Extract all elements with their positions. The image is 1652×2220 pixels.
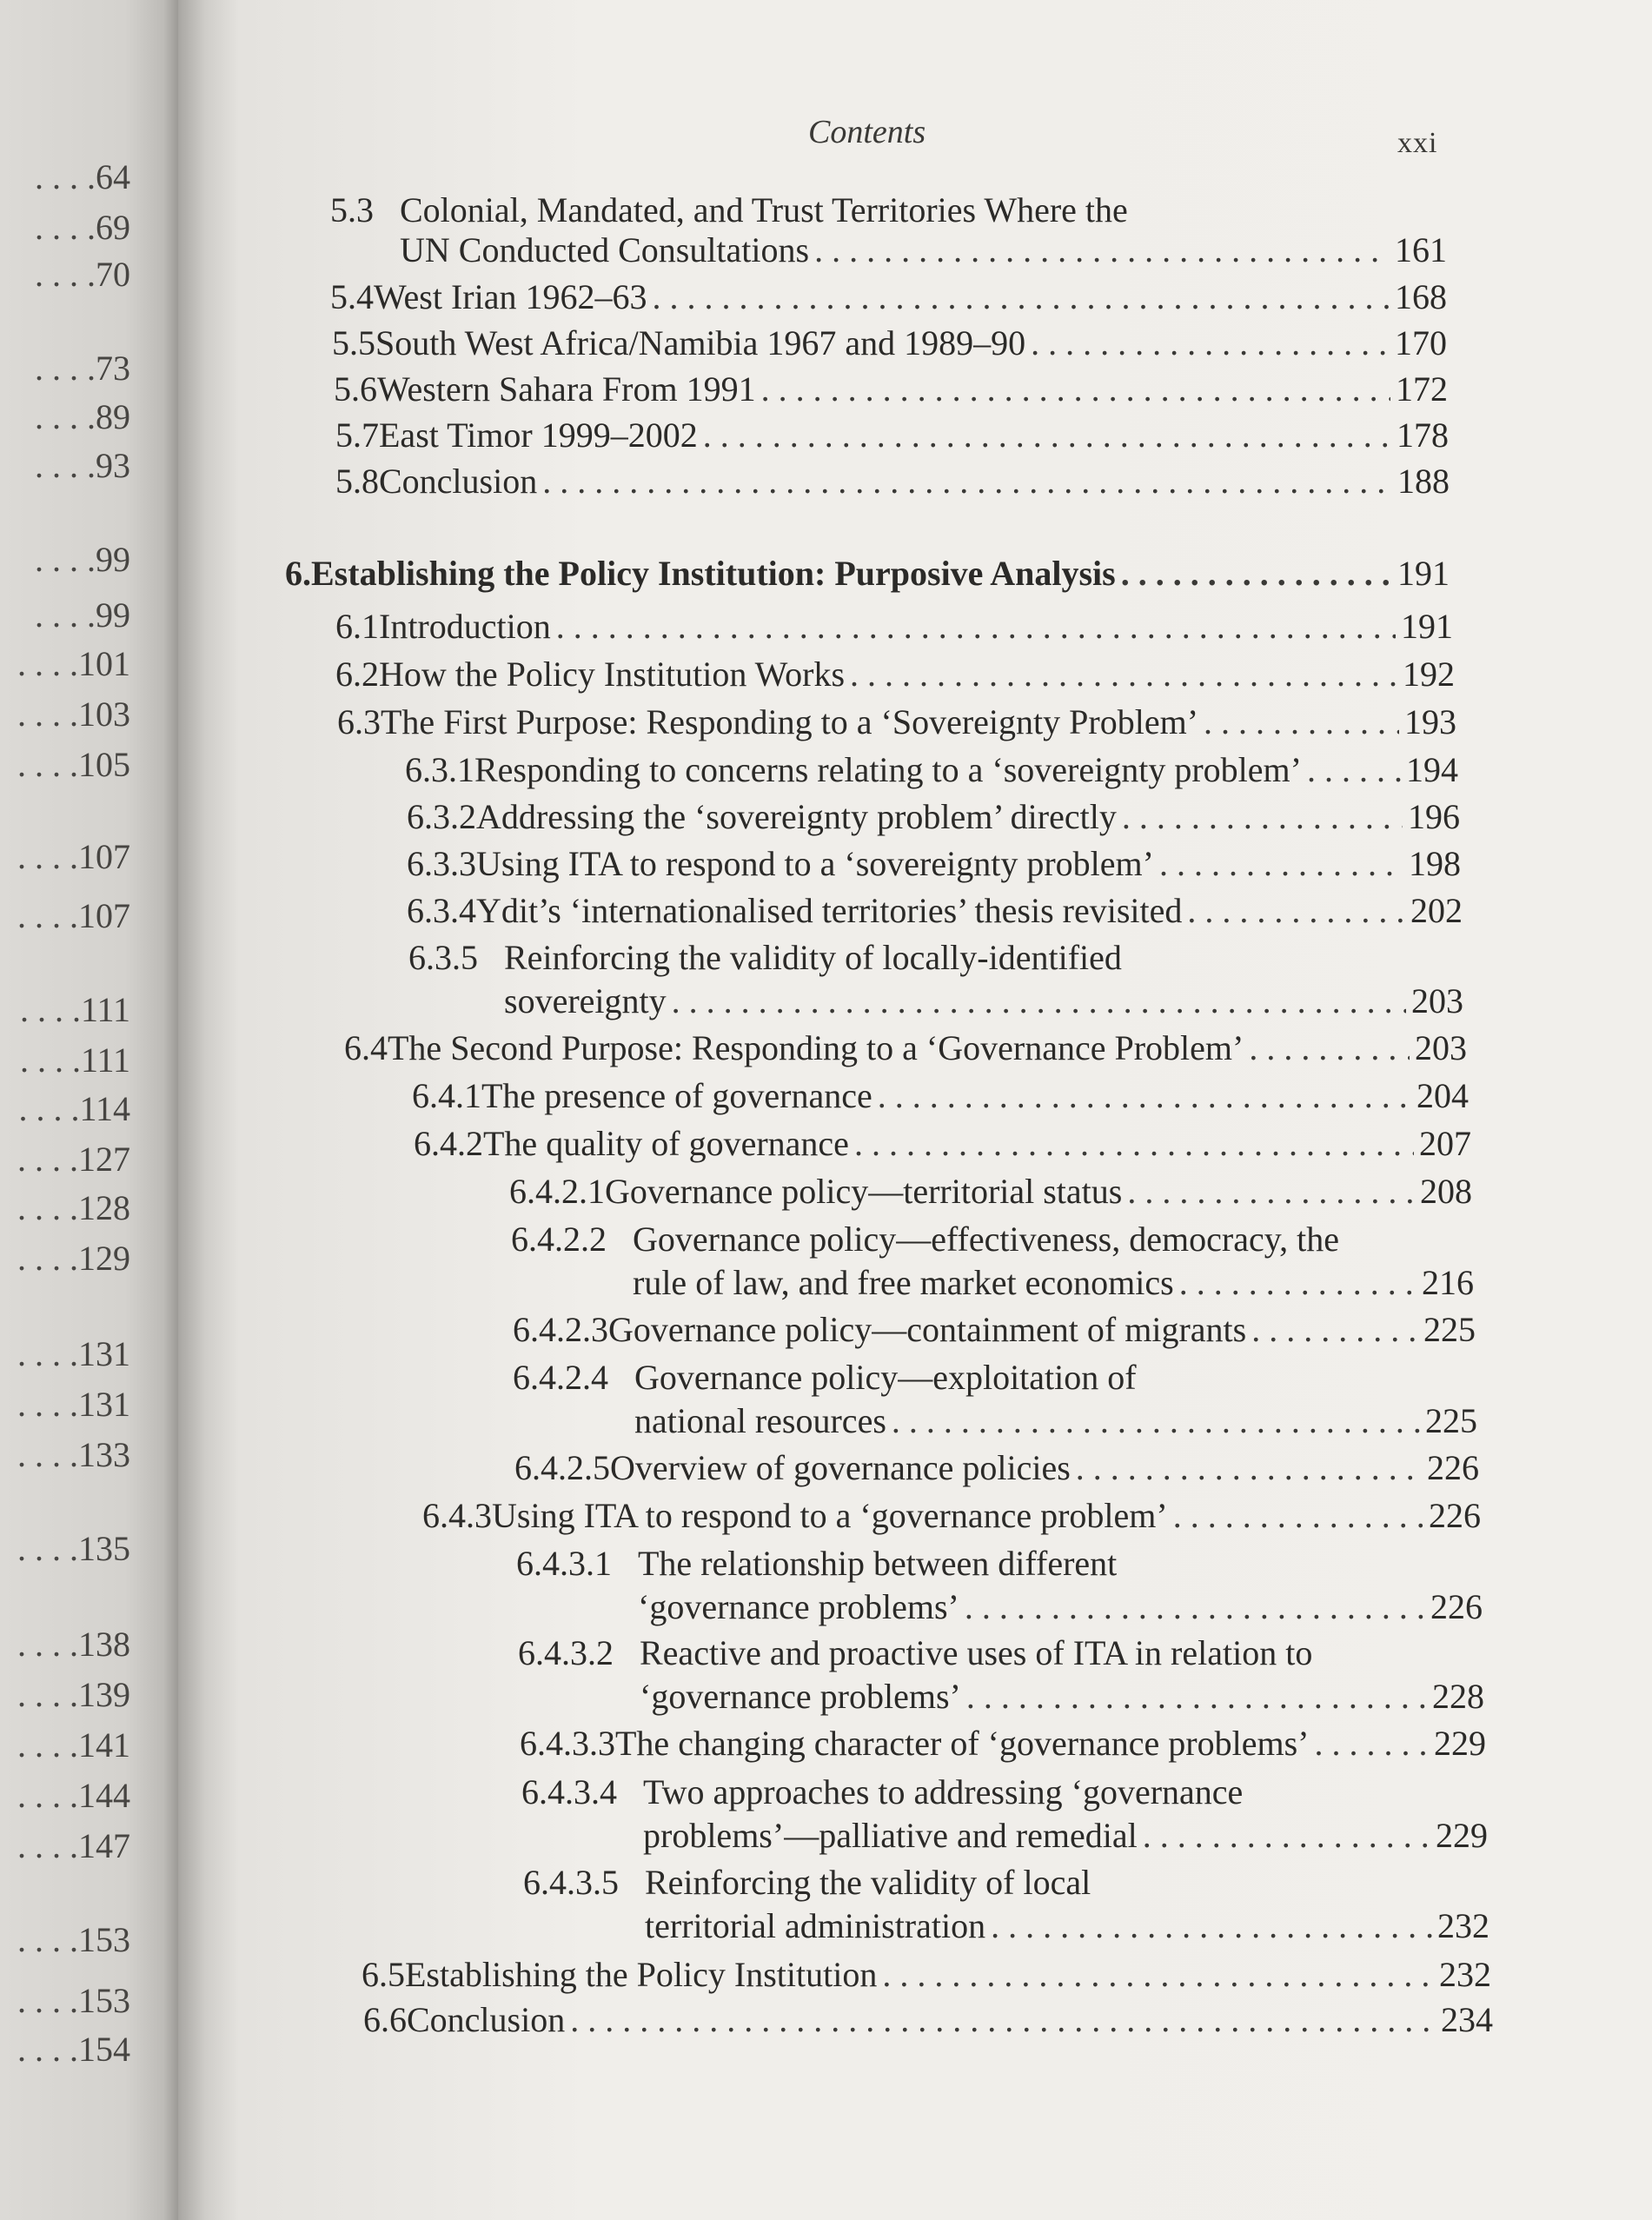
- facing-page-ref: 111: [80, 1040, 130, 1080]
- dot-leader: [1173, 1495, 1423, 1537]
- section-title-continued: problems’—palliative and remedial: [643, 1816, 1138, 1855]
- dot-leader: . . . .: [17, 1625, 78, 1664]
- dot-leader: . . . .: [35, 446, 96, 485]
- toc-entry-s5-4: [330, 276, 1447, 318]
- page-ref: 192: [1403, 655, 1455, 694]
- facing-page-ref: 103: [78, 695, 130, 734]
- toc-entry-s5-3: [330, 189, 1447, 231]
- dot-leader: . . . .: [35, 397, 96, 436]
- dot-leader: . . . .: [17, 1529, 78, 1568]
- section-title-continued: ‘governance problems’: [638, 1587, 959, 1626]
- dot-leader: [1179, 1262, 1416, 1304]
- toc-entry-s6-6: [363, 1999, 1493, 2041]
- dot-leader: [1031, 322, 1390, 364]
- dot-leader: . . . .: [19, 1040, 81, 1080]
- section-number: 6.1: [335, 607, 379, 646]
- facing-page-ref: 139: [78, 1675, 130, 1714]
- facing-page-ref: 154: [78, 2030, 130, 2069]
- dot-leader: [703, 415, 1391, 456]
- toc-entry-s6-4-3-2: [518, 1632, 1484, 1674]
- facing-page-ref: 135: [78, 1529, 130, 1568]
- section-title: How the Policy Institution Works: [379, 655, 846, 694]
- facing-page-ref: 69: [96, 208, 130, 247]
- dot-leader: [991, 1905, 1432, 1947]
- facing-page-ref: 111: [80, 990, 130, 1029]
- section-title: Addressing the ‘sovereignty problem’ directly: [476, 797, 1117, 836]
- facing-page-ref: 128: [78, 1188, 130, 1227]
- toc-entry-s6-4-2-3: [513, 1309, 1476, 1351]
- toc-entry-continuation: [633, 1262, 1474, 1304]
- section-title: The relationship between different: [638, 1544, 1118, 1583]
- toc-entry-continuation: [400, 229, 1447, 271]
- page-ref: 178: [1397, 415, 1449, 455]
- toc-entry-s6-3-3: [407, 843, 1461, 885]
- section-title-continued: territorial administration: [645, 1906, 986, 1945]
- dot-leader: [761, 369, 1390, 410]
- page-ref: 208: [1420, 1172, 1472, 1211]
- section-number: 5.5: [332, 323, 375, 362]
- section-number: 6.4.2.4: [513, 1358, 608, 1397]
- toc-entry-continuation: [638, 1586, 1483, 1628]
- section-title: The quality of governance: [483, 1124, 849, 1163]
- section-title: Conclusion: [407, 2000, 566, 2039]
- dot-leader: . . . .: [35, 349, 96, 388]
- section-number: 6.4.2.2: [511, 1220, 607, 1259]
- page-number: xxi: [1397, 127, 1438, 159]
- page-ref: 234: [1441, 2000, 1493, 2039]
- section-title: The First Purpose: Responding to a ‘Sovereignty Problem’: [381, 702, 1199, 741]
- toc-entry-s6-4-2: [414, 1123, 1471, 1165]
- section-number: 6.4.3: [422, 1496, 492, 1535]
- toc-entry-s6-4-2-4: [513, 1357, 1477, 1399]
- page-ref: 194: [1406, 750, 1458, 789]
- section-title: Introduction: [379, 607, 551, 646]
- dot-leader: [570, 1999, 1436, 2041]
- facing-page-ref: 138: [78, 1625, 130, 1664]
- section-number: 6.4.2.3: [513, 1310, 608, 1349]
- dot-leader: [542, 461, 1392, 502]
- facing-page-ref: 131: [78, 1385, 130, 1424]
- dot-leader: . . . .: [17, 1239, 78, 1278]
- section-number: 6.4.2.5: [514, 1448, 610, 1487]
- dot-leader: . . . .: [17, 1776, 78, 1815]
- page-ref: 225: [1425, 1401, 1477, 1440]
- toc-entry-s6-3-4: [407, 890, 1463, 932]
- dot-leader: . . . .: [35, 157, 96, 196]
- toc-entry-s6-3-1: [405, 749, 1458, 791]
- toc-entry-continuation: [643, 1815, 1488, 1857]
- toc-entry-continuation: [645, 1905, 1489, 1947]
- dot-leader: . . . .: [17, 1188, 78, 1227]
- section-number: 5.6: [334, 369, 377, 409]
- page-ref: 203: [1411, 981, 1463, 1020]
- section-title: West Irian 1962–63: [374, 277, 647, 316]
- toc-entry-s5-6: [334, 369, 1448, 410]
- section-title: Reinforcing the validity of local: [645, 1863, 1091, 1902]
- section-number: 5.8: [335, 462, 379, 501]
- dot-leader: [1122, 796, 1403, 838]
- toc-entry-s6-3: [337, 701, 1456, 743]
- section-number: 5.3: [330, 190, 374, 229]
- dot-leader: [1315, 1723, 1430, 1765]
- facing-page-ref: 131: [78, 1334, 130, 1373]
- page-ref: 170: [1395, 323, 1447, 362]
- facing-page-ref: 99: [96, 540, 130, 579]
- dot-leader: . . . .: [17, 1920, 78, 1959]
- section-number: 6.4.3.3: [520, 1724, 615, 1763]
- page-ref: 188: [1397, 462, 1450, 501]
- toc-entry-s6-2: [335, 654, 1455, 695]
- dot-leader: [1204, 701, 1399, 743]
- toc-entry-s5-5: [332, 322, 1447, 364]
- toc-entry-s6-4-2-5: [514, 1447, 1479, 1489]
- toc-entry-s6-3-2: [407, 796, 1460, 838]
- page-ref: 232: [1437, 1906, 1489, 1945]
- toc-entry-s5-7: [335, 415, 1449, 456]
- page-ref: 232: [1439, 1955, 1491, 1994]
- dot-leader: . . . .: [17, 644, 78, 683]
- page-ref: 229: [1434, 1724, 1486, 1763]
- section-title-continued: ‘governance problems’: [640, 1677, 961, 1716]
- dot-leader: . . . .: [17, 1334, 78, 1373]
- facing-page-ref: 105: [78, 745, 130, 784]
- section-number: 6.4.3.4: [521, 1772, 617, 1811]
- section-title: Western Sahara From 1991: [377, 369, 756, 409]
- facing-page-ref: 107: [78, 837, 130, 876]
- facing-page-ref: 129: [78, 1239, 130, 1278]
- toc-entry-continuation: [634, 1400, 1477, 1442]
- dot-leader: [1249, 1027, 1410, 1069]
- dot-leader: [878, 1075, 1411, 1117]
- section-number: 6.4.1: [412, 1076, 481, 1115]
- toc-entry-s6-4-2-2: [511, 1219, 1474, 1260]
- section-number: 6.6: [363, 2000, 407, 2039]
- toc-entry-s6-3-5: [408, 937, 1463, 979]
- dot-leader: [1121, 553, 1392, 595]
- facing-page-ref: 89: [96, 397, 130, 436]
- toc-entry-ch6: [285, 553, 1450, 595]
- dot-leader: [850, 654, 1397, 695]
- page-ref: 226: [1427, 1448, 1479, 1487]
- section-title-continued: national resources: [634, 1401, 886, 1440]
- facing-page-ref: 114: [79, 1089, 130, 1128]
- facing-page-ref: 147: [78, 1826, 130, 1865]
- toc-entry-s6-4: [344, 1027, 1467, 1069]
- toc-entry-s6-5: [362, 1954, 1491, 1996]
- toc-entry-continuation: [640, 1676, 1484, 1718]
- section-title: The changing character of ‘governance problems’: [615, 1724, 1310, 1763]
- section-title: South West Africa/Namibia 1967 and 1989–90: [375, 323, 1026, 362]
- section-title-continued: rule of law, and free market economics: [633, 1263, 1174, 1302]
- section-title: Governance policy—effectiveness, democracy, the: [633, 1220, 1339, 1259]
- facing-page-ref: 107: [78, 896, 130, 935]
- dot-leader: . . . .: [17, 1140, 78, 1179]
- page-ref: 191: [1401, 607, 1453, 646]
- toc-entry-s6-4-3-5: [523, 1862, 1489, 1904]
- facing-page-ref: 127: [78, 1140, 130, 1179]
- toc-entry-s6-1: [335, 606, 1453, 648]
- toc-entry-s6-4-3: [422, 1495, 1481, 1537]
- section-title: Establishing the Policy Institution: Purposive Analysis: [311, 554, 1116, 593]
- toc-entry-s6-4-3-1: [516, 1543, 1483, 1585]
- page-ref: 229: [1436, 1816, 1488, 1855]
- toc-entry-continuation: [504, 980, 1463, 1022]
- section-title: Governance policy—exploitation of: [634, 1358, 1137, 1397]
- dot-leader: . . . .: [17, 745, 78, 784]
- dot-leader: [1307, 749, 1401, 791]
- dot-leader: [965, 1586, 1425, 1628]
- section-title: Governance policy—containment of migrants: [608, 1310, 1247, 1349]
- facing-page-ref: 99: [96, 595, 130, 635]
- page-ref: 228: [1432, 1677, 1484, 1716]
- section-title: East Timor 1999–2002: [379, 415, 698, 455]
- section-number: 6.3.2: [407, 797, 476, 836]
- dot-leader: . . . .: [17, 1435, 78, 1474]
- section-number: 6.3.3: [407, 844, 476, 883]
- section-number: 6.4.3.5: [523, 1863, 619, 1902]
- dot-leader: [1127, 1171, 1415, 1213]
- dot-leader: [1143, 1815, 1430, 1857]
- section-title: Governance policy—territorial status: [605, 1172, 1123, 1211]
- section-number: 6.3.4: [407, 891, 476, 930]
- section-number: 6.3.5: [408, 938, 478, 977]
- dot-leader: [1187, 890, 1405, 932]
- page-ref: 225: [1423, 1310, 1476, 1349]
- page-ref: 168: [1395, 277, 1447, 316]
- section-number: 6.4.3.2: [518, 1633, 614, 1672]
- facing-page-ref: 64: [96, 157, 130, 196]
- toc-entry-s6-4-3-3: [520, 1723, 1486, 1765]
- section-number: 6.: [285, 554, 311, 593]
- section-title: The presence of governance: [481, 1076, 872, 1115]
- page-ref: 161: [1395, 230, 1447, 269]
- section-number: 6.4: [344, 1028, 388, 1067]
- section-number: 6.4.3.1: [516, 1544, 612, 1583]
- section-title: The Second Purpose: Responding to a ‘Governance Problem’: [388, 1028, 1244, 1067]
- facing-page-ref: 141: [78, 1725, 130, 1765]
- dot-leader: . . . .: [17, 1385, 78, 1424]
- toc-entry-s6-4-2-1: [509, 1171, 1472, 1213]
- facing-page-ref: 70: [96, 255, 130, 294]
- page-ref: 226: [1430, 1587, 1483, 1626]
- section-number: 6.5: [362, 1955, 405, 1994]
- section-title: Responding to concerns relating to a ‘sovereignty problem’: [474, 750, 1302, 789]
- dot-leader: [892, 1400, 1420, 1442]
- section-number: 6.3.1: [405, 750, 474, 789]
- page-ref: 198: [1409, 844, 1461, 883]
- section-number: 5.7: [335, 415, 379, 455]
- dot-leader: . . . .: [35, 208, 96, 247]
- toc-entry-s6-4-3-4: [521, 1771, 1488, 1813]
- section-title: Establishing the Policy Institution: [405, 1955, 878, 1994]
- toc-entry-s6-4-1: [412, 1075, 1469, 1117]
- facing-page-ref: 73: [96, 349, 130, 388]
- section-title: Colonial, Mandated, and Trust Territories Where the: [400, 190, 1128, 229]
- page-ref: 216: [1422, 1263, 1474, 1302]
- page-ref: 196: [1408, 797, 1460, 836]
- section-number: 6.2: [335, 655, 379, 694]
- dot-leader: . . . .: [17, 2030, 78, 2069]
- facing-page-ref: 153: [78, 1981, 130, 2020]
- dot-leader: [1159, 843, 1403, 885]
- dot-leader: . . . .: [17, 695, 78, 734]
- dot-leader: . . . .: [35, 540, 96, 579]
- page-ref: 226: [1429, 1496, 1481, 1535]
- page-ref: 172: [1396, 369, 1448, 409]
- dot-leader: [1076, 1447, 1422, 1489]
- dot-leader: . . . .: [35, 595, 96, 635]
- section-number: 6.3: [337, 702, 381, 741]
- section-title: Reinforcing the validity of locally-identified: [504, 938, 1122, 977]
- dot-leader: [814, 229, 1390, 271]
- dot-leader: [966, 1676, 1427, 1718]
- section-title: Ydit’s ‘internationalised territories’ thesis revisited: [476, 891, 1183, 930]
- section-title: Conclusion: [379, 462, 538, 501]
- page-ref: 191: [1397, 554, 1450, 593]
- section-title-continued: sovereignty: [504, 981, 667, 1020]
- page-ref: 203: [1415, 1028, 1467, 1067]
- dot-leader: [672, 980, 1406, 1022]
- page-ref: 202: [1410, 891, 1463, 930]
- dot-leader: [556, 606, 1396, 648]
- dot-leader: . . . .: [17, 837, 78, 876]
- section-title: Using ITA to respond to a ‘governance problem’: [492, 1496, 1168, 1535]
- toc-entry-s5-8: [335, 461, 1450, 502]
- dot-leader: . . . .: [17, 1981, 78, 2020]
- section-title: Reactive and proactive uses of ITA in relation to: [640, 1633, 1313, 1672]
- section-number: 6.4.2: [414, 1124, 483, 1163]
- section-title: Using ITA to respond to a ‘sovereignty problem’: [476, 844, 1154, 883]
- dot-leader: . . . .: [17, 896, 78, 935]
- dot-leader: . . . .: [17, 1826, 78, 1865]
- dot-leader: . . . .: [17, 1675, 78, 1714]
- page-ref: 193: [1404, 702, 1456, 741]
- facing-page-ref: 153: [78, 1920, 130, 1959]
- facing-page-ref: 144: [78, 1776, 130, 1815]
- section-number: 5.4: [330, 277, 374, 316]
- page-ref: 204: [1416, 1076, 1469, 1115]
- dot-leader: [882, 1954, 1434, 1996]
- dot-leader: . . . .: [35, 255, 96, 294]
- facing-page-ref: 101: [78, 644, 130, 683]
- page-ref: 207: [1419, 1124, 1471, 1163]
- facing-page-ref: 133: [78, 1435, 130, 1474]
- facing-page-ref: 93: [96, 446, 130, 485]
- dot-leader: [653, 276, 1390, 318]
- section-title: Two approaches to addressing ‘governance: [643, 1772, 1244, 1811]
- dot-leader: [1251, 1309, 1418, 1351]
- section-title: Overview of governance policies: [610, 1448, 1071, 1487]
- section-number: 6.4.2.1: [509, 1172, 605, 1211]
- dot-leader: . . . .: [17, 1725, 78, 1765]
- dot-leader: . . . .: [18, 1089, 80, 1128]
- running-head: Contents: [808, 114, 926, 150]
- section-title-continued: UN Conducted Consultations: [400, 230, 810, 269]
- dot-leader: [854, 1123, 1414, 1165]
- dot-leader: . . . .: [19, 990, 81, 1029]
